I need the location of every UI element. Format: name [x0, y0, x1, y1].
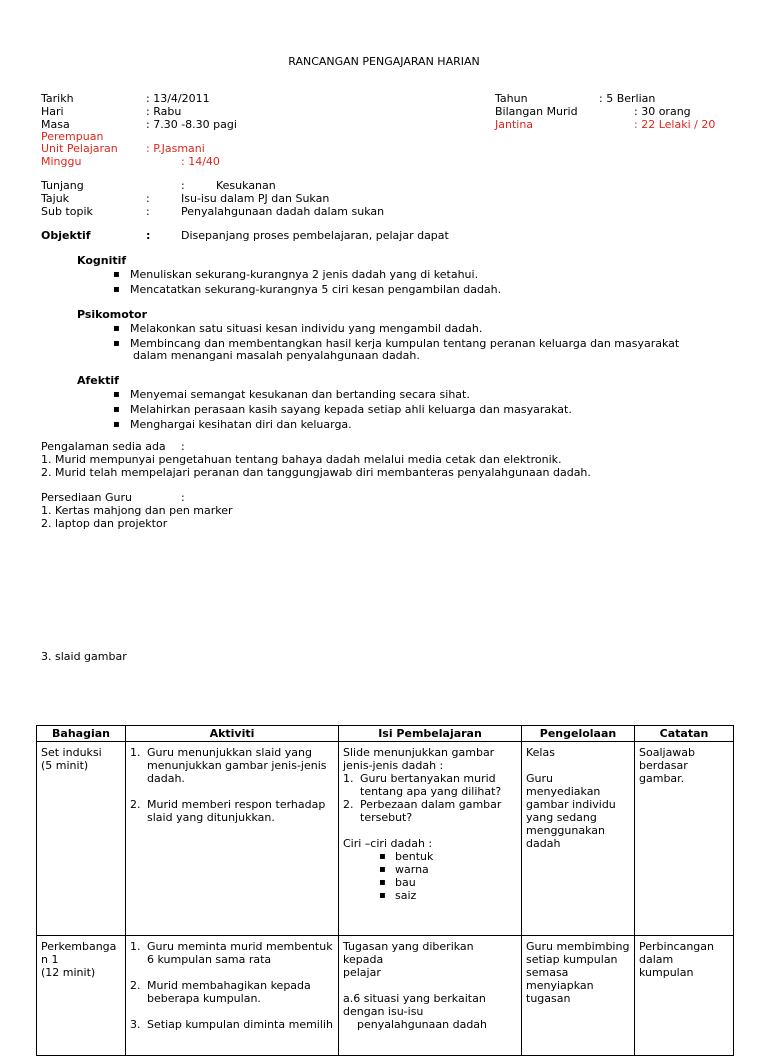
lesson-table — [36, 725, 734, 1056]
tunjang-value: Kesukanan — [216, 179, 276, 192]
pengalaman-item-2: 2. Murid telah mempelajari peranan dan tanggungjawab diri membanteras penyalahgunaan dadah. — [41, 466, 591, 479]
cell-bahagian — [37, 742, 126, 936]
objektif-value: Disepanjang proses pembelajaran, pelajar dapat — [181, 229, 449, 242]
tajuk-colon: : — [146, 192, 150, 205]
afektif-heading: Afektif — [77, 374, 119, 387]
tunjang-colon: : — [181, 179, 185, 192]
cell-pengelolaan — [522, 936, 635, 1056]
cell-text: Guru bertanyakan murid — [360, 772, 496, 785]
cell-text: 6 kumpulan sama rata — [147, 953, 272, 966]
cell-text: Perbincangan — [639, 940, 714, 953]
list-number: 1. — [130, 746, 141, 759]
info-value-minggu: : 14/40 — [181, 155, 220, 168]
cell-text: pelajar — [343, 966, 381, 979]
pengalaman-label: Pengalaman sedia ada — [41, 440, 166, 453]
subtopik-label: Sub topik — [41, 205, 93, 218]
list-item: ▪ Melakonkan satu situasi kesan individu yang mengambil dadah. — [113, 322, 679, 335]
cell-pengelolaan — [522, 742, 635, 936]
cell-isi-pembelajaran — [339, 936, 522, 1056]
cell-text: Perkembanga — [41, 940, 117, 953]
persediaan-item-2: 2. laptop dan projektor — [41, 517, 168, 530]
page-title: RANCANGAN PENGAJARAN HARIAN — [288, 55, 480, 68]
pengalaman-colon: : — [181, 440, 185, 453]
list-number: 2. — [343, 798, 354, 811]
cell-text: Guru menyediakan — [526, 772, 601, 798]
cell-text: jenis-jenis dadah : — [343, 759, 444, 772]
persediaan-item-3: 3. slaid gambar — [41, 650, 127, 663]
cell-text: Guru membimbing — [526, 940, 630, 953]
list-item — [130, 746, 334, 785]
cell-text: Tugasan yang diberikan kepada — [343, 940, 474, 966]
list-number: 3. — [130, 1018, 141, 1031]
info-perempuan: Perempuan — [41, 130, 104, 143]
afektif-list — [113, 388, 572, 433]
header-aktiviti: Aktiviti — [126, 726, 339, 742]
pengalaman-item-1: 1. Murid mempunyai pengetahuan tentang bahaya dadah melalui media cetak dan elektronik. — [41, 453, 562, 466]
cell-text: Setiap kumpulan diminta memilih — [147, 1018, 333, 1031]
header-catatan: Catatan — [635, 726, 734, 742]
info-label-hari: Hari — [41, 105, 64, 118]
info-value-tarikh: : 13/4/2011 — [146, 92, 210, 105]
cell-catatan — [635, 742, 734, 936]
list-number: 1. — [343, 772, 354, 785]
table-row — [37, 742, 734, 936]
objektif-colon: : — [146, 229, 151, 242]
header-isi-pembelajaran: Isi Pembelajaran — [339, 726, 522, 742]
info-value-unit: : P.Jasmani — [146, 142, 205, 155]
persediaan-label: Persediaan Guru — [41, 491, 133, 504]
list-item — [130, 1018, 334, 1031]
table-row — [37, 936, 734, 1056]
cell-text: menunjukkan gambar jenis-jenis — [147, 759, 327, 772]
list-number: 1. — [130, 940, 141, 953]
persediaan-colon: : — [181, 491, 185, 504]
tajuk-label: Tajuk — [41, 192, 70, 205]
kognitif-heading: Kognitif — [77, 254, 127, 267]
cell-text: kumpulan — [639, 966, 694, 979]
list-item — [343, 798, 517, 824]
psikomotor-continuation: dalam menangani masalah penyalahgunaan dadah. — [133, 349, 420, 362]
info-label-masa: Masa — [41, 118, 70, 131]
tunjang-label: Tunjang — [41, 179, 84, 192]
list-item: ▪ bau — [379, 876, 517, 889]
cell-text: yang sedang — [526, 811, 597, 824]
cell-text: tugasan — [526, 992, 571, 1005]
cell-text: gambar individu — [526, 798, 616, 811]
list-item: ▪ Menyemai semangat kesukanan dan bertanding secara sihat. — [113, 388, 572, 401]
cell-text: semasa — [526, 966, 569, 979]
cell-text: tersebut? — [360, 811, 413, 824]
cell-text: dadah — [526, 837, 561, 850]
info-label-minggu: Minggu — [41, 155, 82, 168]
info-label-tahun: Tahun — [495, 92, 528, 105]
list-item: ▪ Menuliskan sekurang-kurangnya 2 jenis dadah yang di ketahui. — [113, 268, 501, 281]
cell-text: Soaljawab — [639, 746, 696, 759]
list-number: 2. — [130, 979, 141, 992]
list-item — [130, 979, 334, 1005]
info-label-unit: Unit Pelajaran — [41, 142, 118, 155]
cell-text: a.6 situasi yang berkaitan — [343, 992, 486, 1005]
info-label-bilangan: Bilangan Murid — [495, 105, 578, 118]
persediaan-item-1: 1. Kertas mahjong dan pen marker — [41, 504, 233, 517]
info-value-tahun: : 5 Berlian — [599, 92, 656, 105]
cell-aktiviti — [126, 742, 339, 936]
cell-text: berdasar — [639, 759, 688, 772]
info-label-tarikh: Tarikh — [41, 92, 74, 105]
ciri-label: Ciri –ciri dadah : — [343, 837, 433, 850]
cell-text: dalam — [639, 953, 674, 966]
subtopik-value: Penyalahgunaan dadah dalam sukan — [181, 205, 385, 218]
cell-text: Murid membahagikan kepada — [147, 979, 311, 992]
cell-text: Kelas — [526, 746, 555, 759]
info-value-hari: : Rabu — [146, 105, 182, 118]
psikomotor-heading: Psikomotor — [77, 308, 148, 321]
cell-text: Guru meminta murid membentuk — [147, 940, 333, 953]
list-item: ▪ Mencatatkan sekurang-kurangnya 5 ciri kesan pengambilan dadah. — [113, 283, 501, 296]
cell-text: tentang apa yang dilihat? — [360, 785, 502, 798]
cell-text: Murid memberi respon terhadap — [147, 798, 326, 811]
cell-text: Set induksi — [41, 746, 102, 759]
list-item: ▪ saiz — [379, 889, 517, 902]
cell-text: gambar. — [639, 772, 685, 785]
header-pengelolaan: Pengelolaan — [522, 726, 635, 742]
info-value-masa: : 7.30 -8.30 pagi — [146, 118, 237, 131]
list-item: ▪ bentuk — [379, 850, 517, 863]
info-value-bilangan: : 30 orang — [634, 105, 691, 118]
cell-text: Guru menunjukkan slaid yang — [147, 746, 312, 759]
cell-text: slaid yang ditunjukkan. — [147, 811, 275, 824]
kognitif-list — [113, 268, 501, 298]
list-item — [130, 798, 334, 824]
cell-text: menggunakan — [526, 824, 605, 837]
cell-isi-pembelajaran — [339, 742, 522, 936]
cell-text: menyiapkan — [526, 979, 594, 992]
cell-bahagian — [37, 936, 126, 1056]
list-item: ▪ Menghargai kesihatan diri dan keluarga. — [113, 418, 572, 431]
subtopik-colon: : — [146, 205, 150, 218]
cell-text: (5 minit) — [41, 759, 89, 772]
list-item — [343, 772, 517, 798]
cell-catatan — [635, 936, 734, 1056]
cell-text: dadah. — [147, 772, 185, 785]
list-item — [130, 940, 334, 966]
cell-aktiviti — [126, 936, 339, 1056]
cell-text: n 1 — [41, 953, 59, 966]
cell-text: penyalahgunaan dadah — [343, 1018, 488, 1031]
list-item: ▪ warna — [379, 863, 517, 876]
table-header-row — [37, 726, 734, 742]
cell-text: Slide menunjukkan gambar — [343, 746, 495, 759]
cell-text: beberapa kumpulan. — [147, 992, 261, 1005]
cell-text: dengan isu-isu — [343, 1005, 424, 1018]
tajuk-value: Isu-isu dalam PJ dan Sukan — [181, 192, 330, 205]
header-bahagian: Bahagian — [37, 726, 126, 742]
list-number: 2. — [130, 798, 141, 811]
cell-text: (12 minit) — [41, 966, 96, 979]
info-label-jantina: Jantina — [495, 118, 534, 131]
list-item: ▪ Melahirkan perasaan kasih sayang kepada setiap ahli keluarga dan masyarakat. — [113, 403, 572, 416]
list-item: ▪ Membincang dan membentangkan hasil kerja kumpulan tentang peranan keluarga dan masyarakat — [113, 337, 679, 350]
info-value-jantina: : 22 Lelaki / 20 — [634, 118, 716, 131]
psikomotor-list — [113, 322, 679, 352]
cell-text: Perbezaan dalam gambar — [360, 798, 502, 811]
objektif-label: Objektif — [41, 229, 91, 242]
cell-text: setiap kumpulan — [526, 953, 618, 966]
